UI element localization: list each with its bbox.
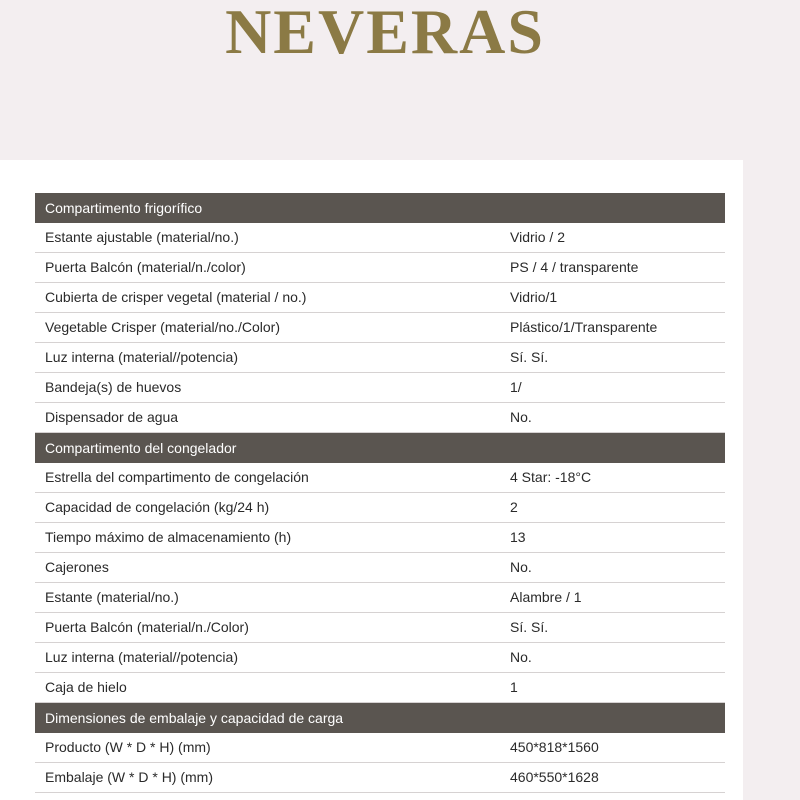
spec-value: 450*818*1560 (510, 739, 599, 755)
spec-row (35, 463, 725, 493)
spec-row (35, 523, 725, 553)
spec-label: Estrella del compartimento de congelación (45, 469, 309, 485)
spec-label: Caja de hielo (45, 679, 127, 695)
spec-row (35, 763, 725, 793)
section-header: Compartimento frigorífico (35, 193, 725, 223)
spec-row (35, 643, 725, 673)
spec-value: Vidrio / 2 (510, 229, 565, 245)
spec-row (35, 343, 725, 373)
spec-row (35, 283, 725, 313)
page-title: NEVERAS (225, 0, 545, 67)
spec-label: Vegetable Crisper (material/no./Color) (45, 319, 280, 335)
spec-value: Vidrio/1 (510, 289, 558, 305)
section-header: Dimensiones de embalaje y capacidad de carga (35, 703, 725, 733)
spec-panel (0, 160, 743, 800)
spec-value: 1/ (510, 379, 522, 395)
spec-row (35, 403, 725, 433)
spec-label: Capacidad de congelación (kg/24 h) (45, 499, 270, 515)
spec-label: Puerta Balcón (material/n./color) (45, 259, 246, 275)
spec-table (35, 193, 725, 793)
spec-value: No. (510, 559, 532, 575)
spec-value: 2 (510, 499, 518, 515)
spec-row (35, 553, 725, 583)
spec-label: Estante (material/no.) (45, 589, 179, 605)
spec-label: Embalaje (W * D * H) (mm) (45, 769, 214, 785)
spec-value: Alambre / 1 (510, 589, 582, 605)
spec-label: Dispensador de agua (45, 409, 179, 425)
spec-row (35, 673, 725, 703)
spec-row (35, 583, 725, 613)
spec-row (35, 493, 725, 523)
spec-label: Luz interna (material//potencia) (45, 349, 238, 365)
spec-value: PS / 4 / transparente (510, 259, 639, 275)
spec-label: Luz interna (material//potencia) (45, 649, 238, 665)
spec-value: 1 (510, 679, 518, 695)
spec-label: Bandeja(s) de huevos (45, 379, 182, 395)
spec-row (35, 373, 725, 403)
spec-value: Sí. Sí. (510, 349, 549, 365)
spec-value: No. (510, 649, 532, 665)
spec-value: No. (510, 409, 532, 425)
spec-label: Estante ajustable (material/no.) (45, 229, 239, 245)
spec-row (35, 253, 725, 283)
spec-label: Producto (W * D * H) (mm) (45, 739, 211, 755)
spec-value: Plástico/1/Transparente (510, 319, 658, 335)
spec-label: Puerta Balcón (material/n./Color) (45, 619, 249, 635)
spec-value: Sí. Sí. (510, 619, 549, 635)
spec-row (35, 613, 725, 643)
spec-row (35, 313, 725, 343)
spec-label: Cajerones (45, 559, 109, 575)
spec-label: Tiempo máximo de almacenamiento (h) (45, 529, 292, 545)
section-header: Compartimento del congelador (35, 433, 725, 463)
spec-value: 13 (510, 529, 526, 545)
spec-row (35, 733, 725, 763)
spec-label: Cubierta de crisper vegetal (material / no.) (45, 289, 307, 305)
spec-value: 4 Star: -18°C (510, 469, 592, 485)
spec-row (35, 223, 725, 253)
spec-value: 460*550*1628 (510, 769, 599, 785)
